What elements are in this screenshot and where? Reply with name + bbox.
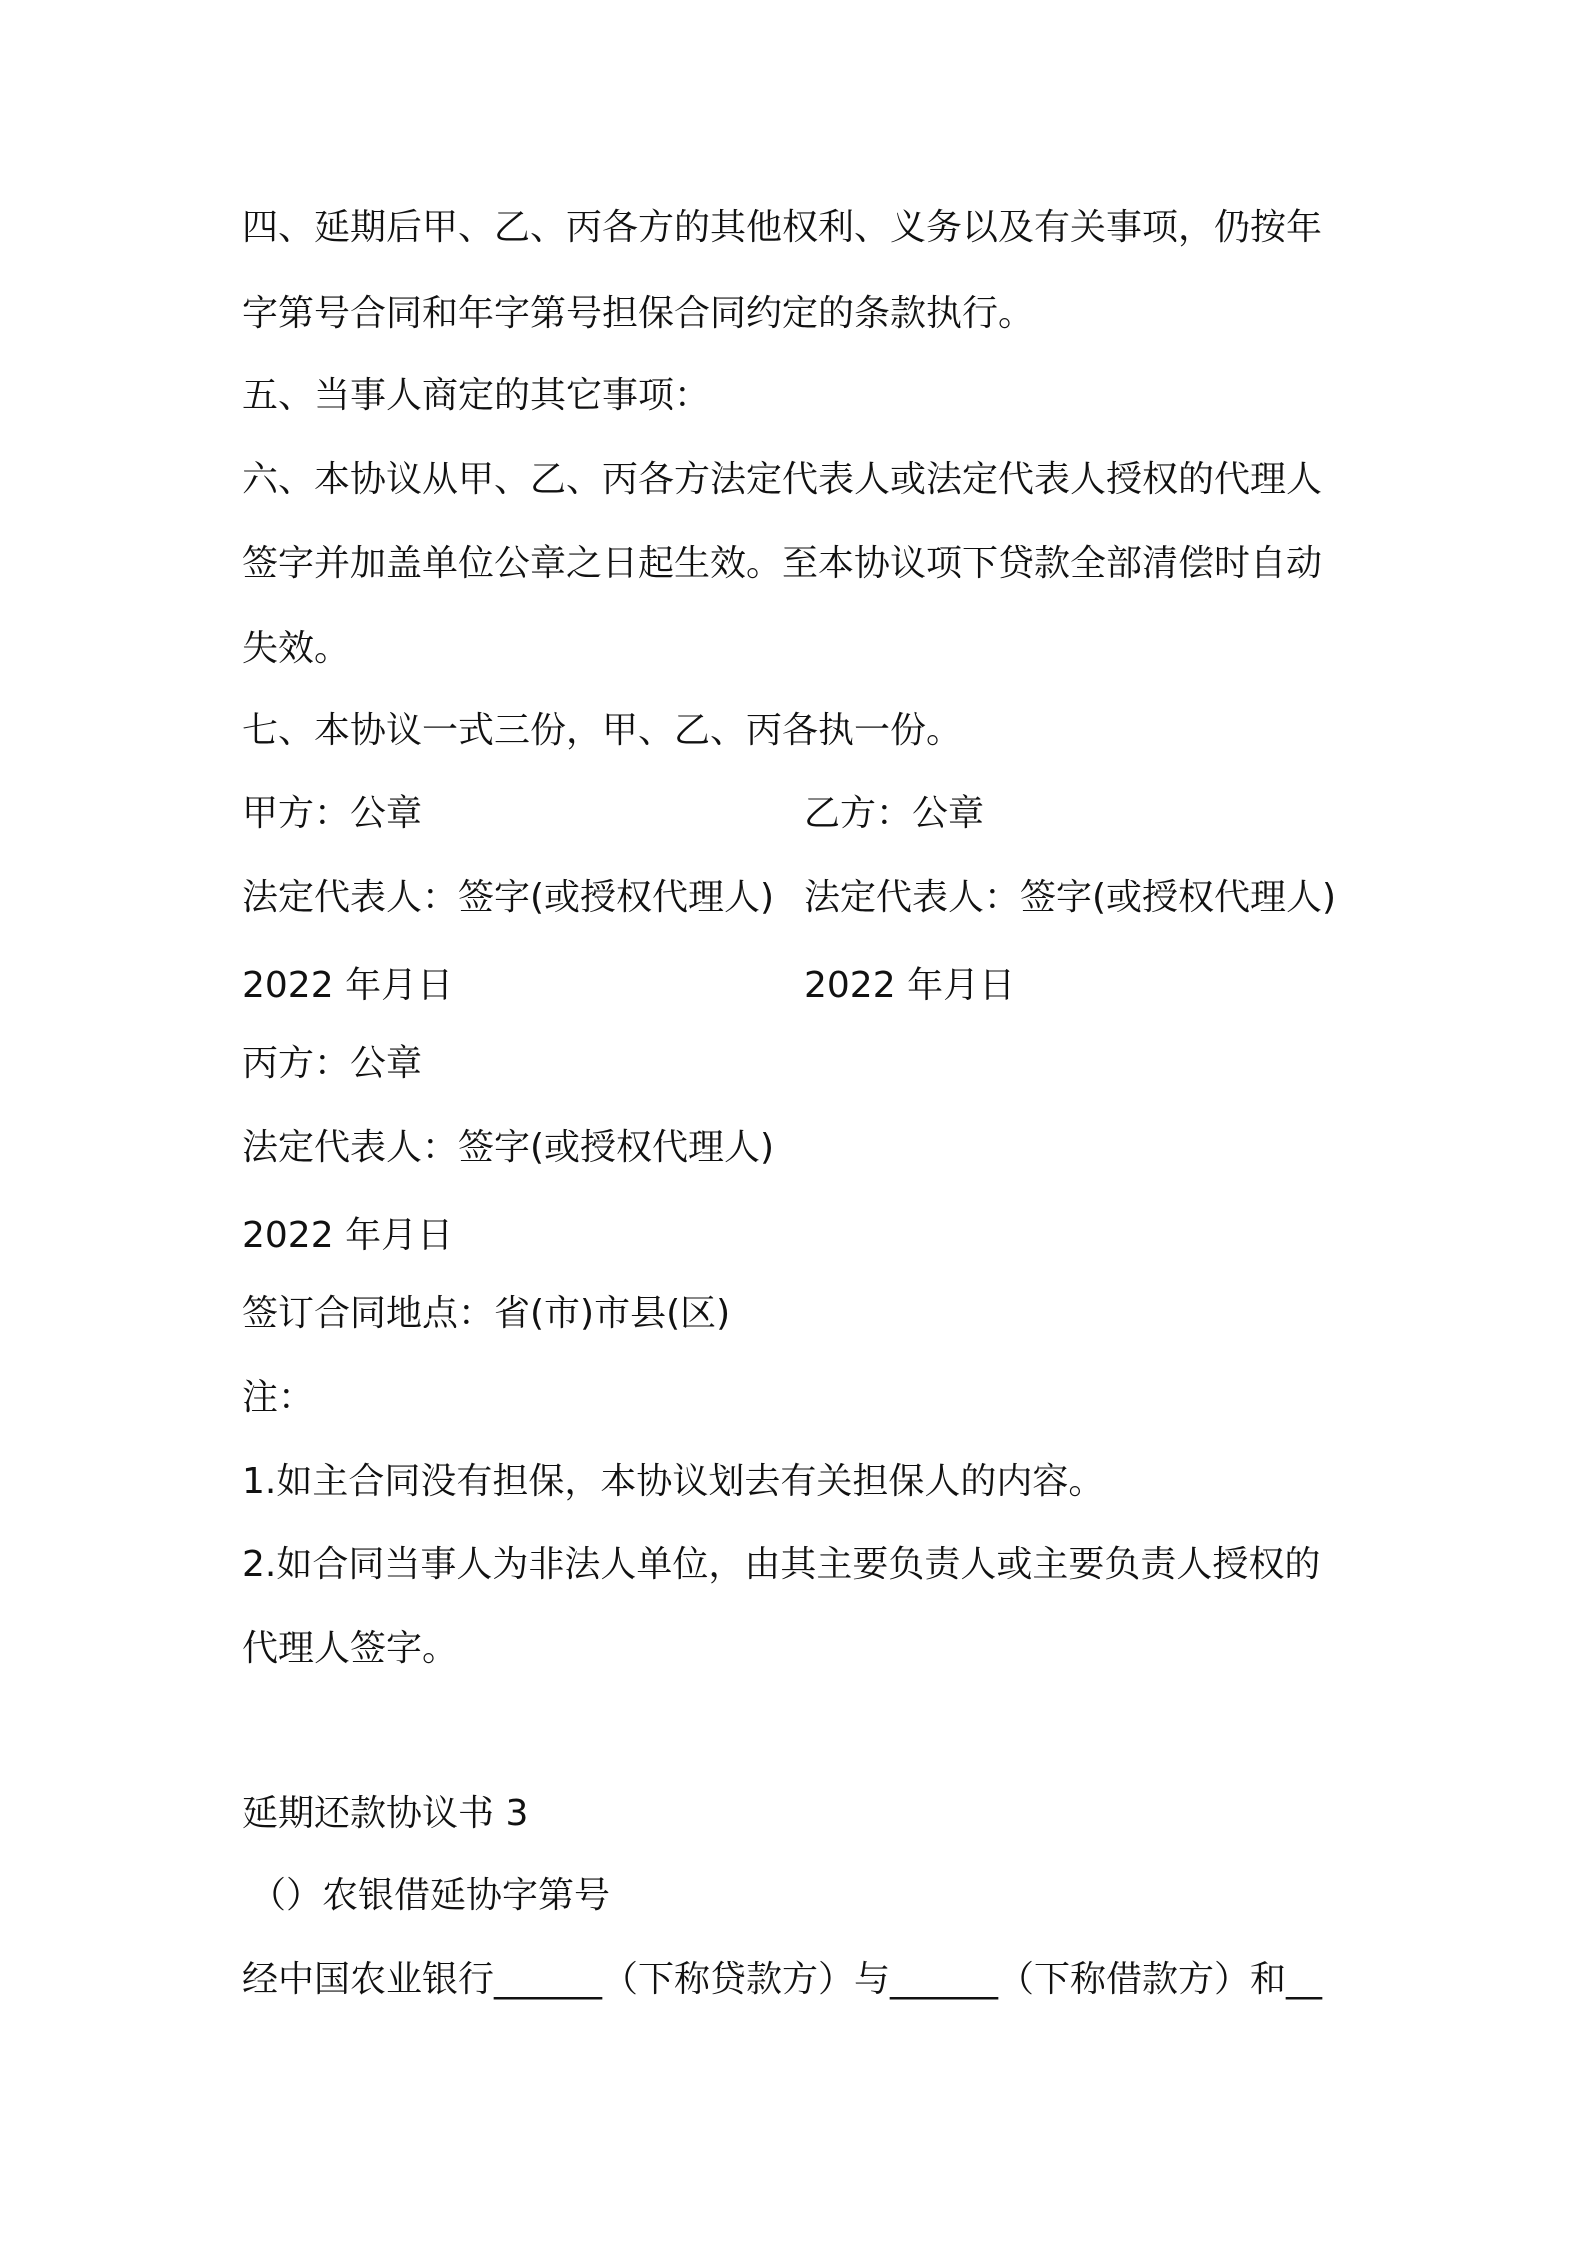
date-day-unit: 日 <box>417 965 454 1006</box>
date-month-unit: 月 <box>381 965 418 1006</box>
note-2-line-1: 2.如合同当事人为非法人单位，由其主要负责人或主要负责人授权的 <box>242 1544 1321 1585</box>
date-year: 2022 <box>804 965 896 1006</box>
next-agreement-title: 延期还款协议书 3 <box>242 1793 529 1834</box>
date-year: 2022 <box>242 1215 334 1256</box>
party-c-seal: 丙方：公章 <box>242 1043 423 1084</box>
date-month-unit: 月 <box>381 1215 418 1256</box>
clause-4-line-1: 四、延期后甲、乙、丙各方的其他权利、义务以及有关事项，仍按年 <box>242 207 1323 248</box>
party-a-seal: 甲方：公章 <box>242 793 423 834</box>
clause-6-line-3: 失效。 <box>242 628 351 669</box>
party-b-representative: 法定代表人：签字(或授权代理人) <box>804 877 1337 918</box>
signing-place: 签订合同地点：省(市)市县(区) <box>242 1293 731 1334</box>
clause-7: 七、本协议一式三份，甲、乙、丙各执一份。 <box>242 710 963 751</box>
note-1: 1.如主合同没有担保，本协议划去有关担保人的内容。 <box>242 1461 1105 1502</box>
date-day-unit: 日 <box>417 1215 454 1256</box>
clause-5: 五、当事人商定的其它事项： <box>242 375 711 416</box>
clause-6-line-1: 六、本协议从甲、乙、丙各方法定代表人或法定代表人授权的代理人 <box>242 459 1323 500</box>
date-year-unit: 年 <box>345 1215 382 1256</box>
date-year-unit: 年 <box>907 965 944 1006</box>
party-b-seal: 乙方：公章 <box>804 793 985 834</box>
party-a-representative: 法定代表人：签字(或授权代理人) <box>242 877 775 918</box>
clause-6-line-2: 签字并加盖单位公章之日起生效。至本协议项下贷款全部清偿时自动 <box>242 543 1323 584</box>
date-month-unit: 月 <box>943 965 980 1006</box>
party-b-date <box>804 962 1015 1010</box>
next-agreement-body: 经中国农业银行______（下称贷款方）与______（下称借款方）和__ <box>242 1959 1323 2000</box>
date-year: 2022 <box>242 965 334 1006</box>
date-year-unit: 年 <box>345 965 382 1006</box>
party-a-date <box>242 962 453 1010</box>
note-2-line-2: 代理人签字。 <box>242 1628 459 1669</box>
party-c-representative: 法定代表人：签字(或授权代理人) <box>242 1127 775 1168</box>
party-c-date <box>242 1212 453 1260</box>
next-agreement-reference: （）农银借延协字第号 <box>250 1875 611 1916</box>
date-day-unit: 日 <box>979 965 1016 1006</box>
clause-4-line-2: 字第号合同和年字第号担保合同约定的条款执行。 <box>242 293 1035 334</box>
note-heading: 注： <box>242 1377 315 1418</box>
